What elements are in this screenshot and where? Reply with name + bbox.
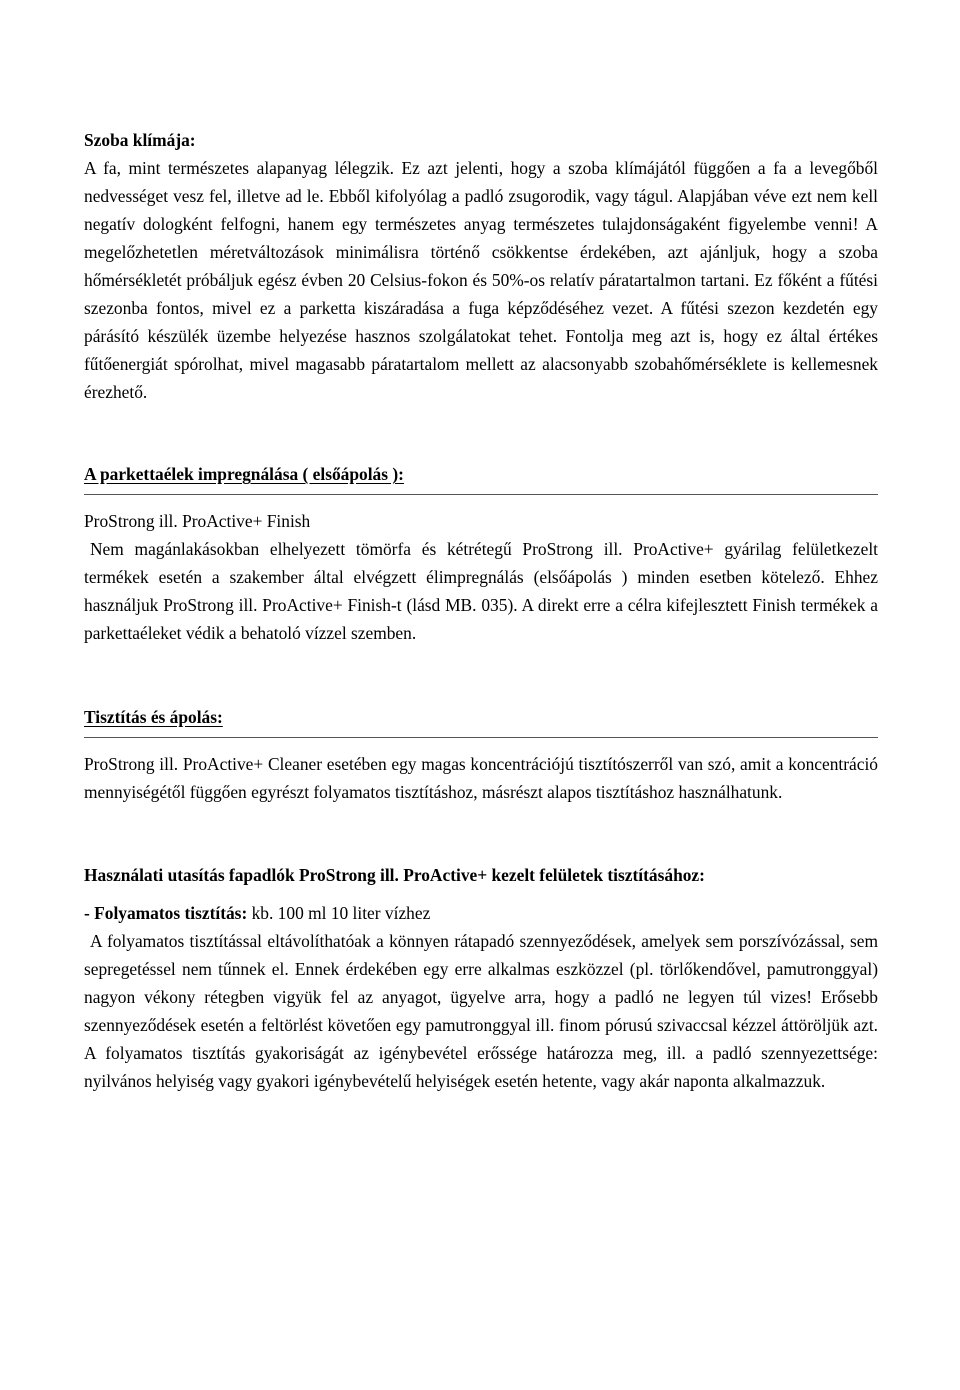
document-page: [84, 126, 878, 1095]
paragraph-cleaning: ProStrong ill. ProActive+ Cleaner esetében egy magas koncentrációjú tisztítószerről van szó, amit a koncentráció mennyiségétől függően egyrészt folyamatos tisztításhoz, másrészt alapos tisztításhoz használhatunk.: [84, 754, 878, 802]
continuous-cleaning-line: [84, 899, 878, 927]
paragraph-room-climate: A fa, mint természetes alapanyag lélegzik. Ez azt jelenti, hogy a szoba klímájától függően a fa a levegőből nedvességet vesz fel, illetve ad le. Ebből kifolyólag a padló zsugorodik, vagy tágul. Alapjában véve ezt nem kell negatív dologként felfogni, hanem egy természetes anyag természetes tulajdonságaként figyelembe venni! A megelőzhetetlen méretváltozások minimálisra történő csökkentse érdekében, azt ajánljuk, hogy a szoba hőmérsékletét próbáljuk egész évben 20 Celsius-fokon és 50%-os relatív páratartalmon tartani. Ez főként a fűtési szezonba fontos, mivel ez a parketta kiszáradása a fuga képződéséhez vezet. A fűtési szezon kezdetén egy párásító készülék üzembe helyezése hasznos szolgálatokat tehet. Fontolja meg azt is, hogy ez által értékes fűtőenergiát spórolhat, mivel magasabb páratartalom mellett az alacsonyabb szobahőmérséklete is kellemesnek érezhető.: [84, 158, 878, 402]
product-line: ProStrong ill. ProActive+ Finish: [84, 511, 311, 531]
paragraph-instructions: A folyamatos tisztítással eltávolíthatóak a könnyen rátapadó szennyeződések, amelyek sem porszívózással, sem sepregetéssel nem tűnnek el. Ennek érdekében egy erre alkalmas eszközzel (pl. törlőkendővel, pamutronggyal) nagyon vékony rétegben vigyük fel az anyagot, ügyelve arra, hogy a padló ne legyen túl vizes! Erősebb szennyeződések esetén a feltörlést követően egy pamutronggyal ill. finom pórusú szivaccsal kézzel áttöröljük azt. A folyamatos tisztítás gyakoriságát az igénybevétel erőssége határozza meg, ill. a padló szennyezettsége: nyilvános helyiség vagy gyakori igénybevételű helyiségek esetén hetente, vagy akár naponta alkalmazzuk.: [84, 931, 878, 1091]
section-title-instructions: Használati utasítás fapadlók ProStrong ill. ProActive+ kezelt felületek tisztításához:: [84, 865, 705, 885]
section-title-cleaning-text: Tisztítás és ápolás:: [84, 707, 223, 727]
section-room-climate: [84, 126, 878, 406]
paragraph-edge-impregnation: Nem magánlakásokban elhelyezett tömörfa és kétrétegű ProStrong ill. ProActive+ gyárilag felületkezelt termékek esetén a szakember által elvégzett élimpregnálás (elsőápolás ) minden esetben kötelező. Ehhez használjuk ProStrong ill. ProActive+ Finish-t (lásd MB. 035). A direkt erre a célra kifejlesztett Finish termékek a parkettaéleket védik a behatoló vízzel szemben.: [84, 539, 878, 643]
section-title-edge-impregnation-text: A parkettaélek impregnálása ( elsőápolás ):: [84, 464, 404, 484]
section-title-room-climate: Szoba klímája:: [84, 130, 196, 150]
section-title-edge-impregnation: [84, 460, 878, 495]
continuous-cleaning-label: - Folyamatos tisztítás:: [84, 903, 248, 923]
section-cleaning: [84, 703, 878, 806]
section-instructions: [84, 861, 878, 1095]
section-edge-impregnation: [84, 460, 878, 647]
section-title-cleaning: [84, 703, 878, 738]
continuous-cleaning-dose: kb. 100 ml 10 liter vízhez: [247, 903, 431, 923]
